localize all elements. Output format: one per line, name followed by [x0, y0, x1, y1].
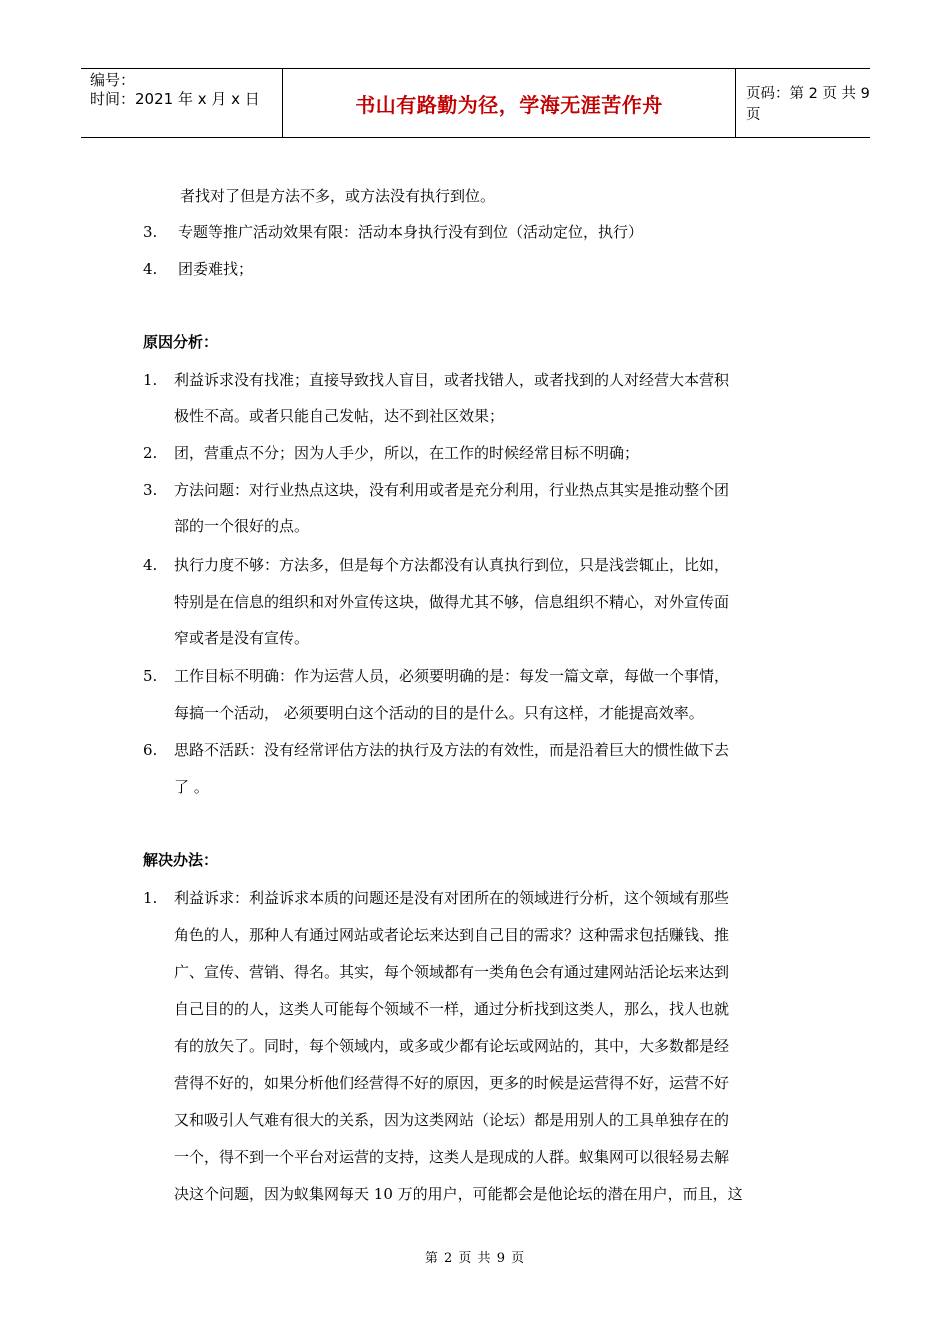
list-item-line: 一个，得不到一个平台对运营的支持，这类人是现成的人群。蚁集网可以很轻易去解 — [174, 1148, 730, 1166]
list-number: 3. — [143, 481, 158, 499]
list-item-line: 工作目标不明确：作为运营人员，必须要明确的是：每发一篇文章，每做一个事情， — [174, 667, 730, 685]
list-number: 1. — [143, 889, 158, 907]
list-item-line: 窄或者是没有宣传。 — [174, 629, 310, 647]
list-item-text: 团委难找； — [178, 260, 254, 278]
list-item-line: 广、宣传、营销、得名。其实，每个领域都有一类角色会有通过建网站活论坛来达到 — [174, 963, 730, 981]
list-item-line: 团，营重点不分；因为人手少，所以，在工作的时候经常目标不明确； — [174, 444, 640, 462]
section-heading-solution: 解决办法： — [143, 851, 219, 869]
header-meta — [81, 69, 282, 137]
list-item-line: 方法问题：对行业热点这块，没有利用或者是充分利用，行业热点其实是推动整个团 — [174, 481, 730, 499]
list-item-line: 自己目的的人，这类人可能每个领域不一样，通过分析找到这类人，那么，找人也就 — [174, 1000, 730, 1018]
list-item-line: 营得不好的，如果分析他们经营得不好的原因，更多的时候是运营得不好，运营不好 — [174, 1074, 730, 1092]
list-item-line: 执行力度不够：方法多，但是每个方法都没有认真执行到位，只是浅尝辄止，比如， — [174, 556, 730, 574]
page-header — [81, 68, 870, 138]
page-code-text: 页码：第 2 页 共 9 页 — [746, 86, 870, 123]
list-number: 1. — [143, 371, 158, 389]
list-number: 5. — [143, 667, 158, 685]
list-item-line: 了 。 — [174, 778, 209, 796]
list-item-line: 角色的人，那种人有通过网站或者论坛来达到自己目的需求？这种需求包括赚钱、推 — [174, 926, 730, 944]
motto-text: 书山有路勤为径，学海无涯苦作舟 — [355, 92, 663, 117]
page-footer: 第 2 页 共 9 页 — [424, 1251, 526, 1266]
header-page-code — [736, 69, 870, 137]
list-item-line: 部的一个很好的点。 — [174, 517, 310, 535]
list-item-line: 思路不活跃：没有经常评估方法的执行及方法的有效性，而是沿着巨大的惯性做下去 — [174, 741, 730, 759]
list-number: 2. — [143, 444, 158, 462]
list-number: 4. — [143, 556, 158, 574]
list-item-line: 特别是在信息的组织和对外宣传这块，做得尤其不够，信息组织不精心，对外宣传面 — [174, 593, 730, 611]
list-item-line: 利益诉求：利益诉求本质的问题还是没有对团所在的领域进行分析，这个领域有那些 — [174, 889, 730, 907]
list-item-line: 又和吸引人气难有很大的关系，因为这类网站（论坛）都是用别人的工具单独存在的 — [174, 1111, 730, 1129]
list-item-line: 利益诉求没有找准；直接导致找人盲目，或者找错人，或者找到的人对经营大本营积 — [174, 371, 730, 389]
list-number: 3. — [143, 223, 158, 241]
time-label: 时间：2021 年 x 月 x 日 — [90, 90, 260, 108]
list-number: 6. — [143, 741, 158, 759]
list-item-line: 每搞一个活动， 必须要明白这个活动的目的是什么。只有这样，才能提高效率。 — [174, 704, 704, 722]
section-heading-analysis: 原因分析： — [143, 333, 219, 351]
list-number: 4. — [143, 260, 158, 278]
list-item-line: 极性不高。或者只能自己发帖，达不到社区效果； — [174, 407, 505, 425]
number-label: 编号： — [90, 71, 136, 89]
continuation-line: 者找对了但是方法不多，或方法没有执行到位。 — [180, 187, 496, 205]
list-item-text: 专题等推广活动效果有限：活动本身执行没有到位（活动定位，执行） — [178, 223, 644, 241]
header-motto-cell — [282, 69, 736, 137]
list-item-line: 决这个问题，因为蚁集网每天 10 万的用户，可能都会是他论坛的潜在用户，而且，这 — [174, 1185, 743, 1203]
list-item-line: 有的放矢了。同时，每个领域内，或多或少都有论坛或网站的，其中，大多数都是经 — [174, 1037, 730, 1055]
